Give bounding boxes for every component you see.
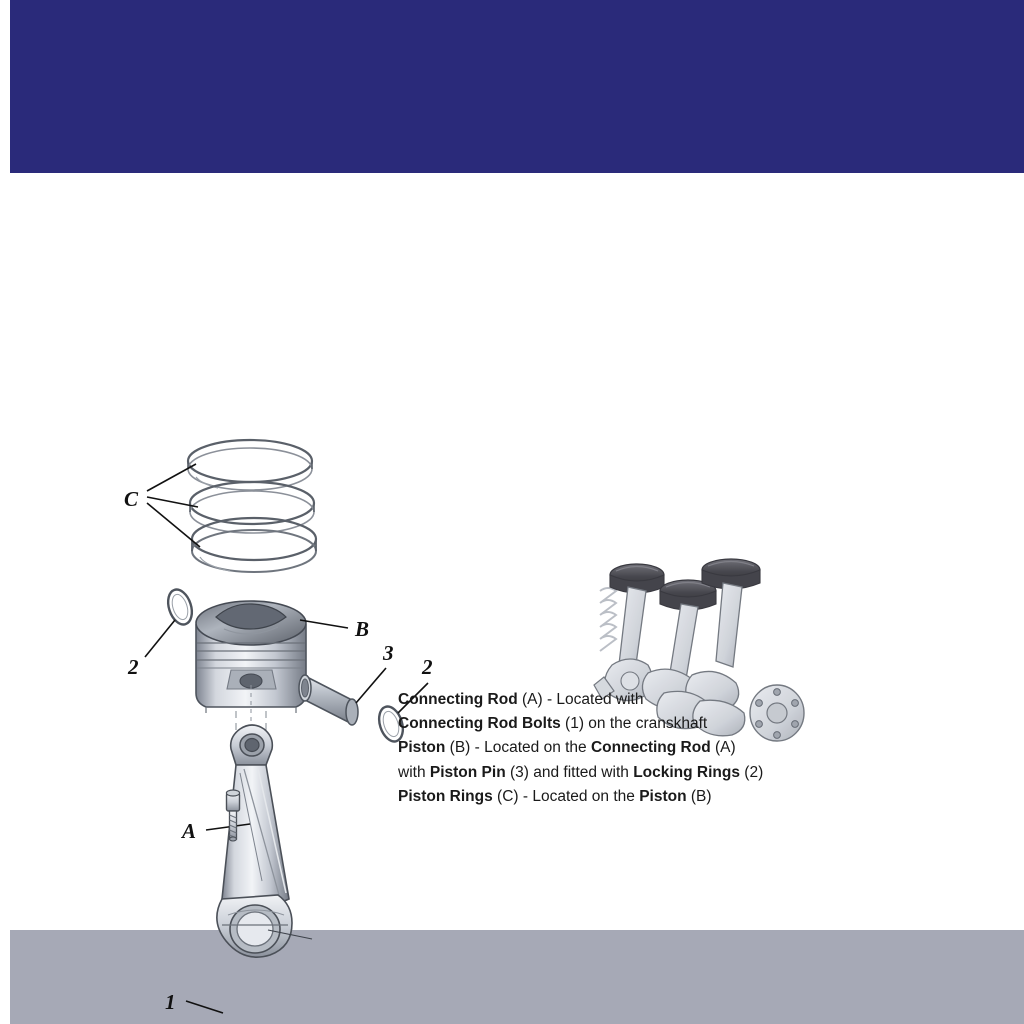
callout-label-A: A — [182, 819, 197, 843]
piston-pin — [299, 675, 358, 725]
caption-text: (1) on the cranskhaft — [560, 715, 708, 733]
callout-C — [124, 464, 200, 547]
callout-label-C: C — [124, 487, 139, 511]
caption-text: (B) - Located on the — [445, 739, 591, 757]
caption-term: Piston — [398, 739, 446, 757]
callout-label-B: B — [355, 617, 370, 641]
callout-label-1: 1 — [165, 990, 176, 1014]
caption-term: Connecting Rod — [398, 691, 518, 708]
caption-text: with — [398, 763, 430, 781]
header-band — [10, 0, 1024, 173]
caption-text: (A) - Located with — [517, 691, 644, 708]
caption-term: Connecting Rod — [590, 739, 711, 757]
caption-term: Connecting Rod Bolts — [398, 715, 561, 733]
caption-text: (C) - Located on the — [492, 787, 640, 805]
caption-line — [398, 688, 868, 712]
spring — [600, 588, 616, 651]
caption-block — [398, 688, 868, 809]
caption-line — [398, 761, 868, 785]
diagram-canvas — [0, 173, 1024, 1014]
caption-term: Locking Rings — [633, 763, 740, 781]
caption-text: (3) and fitted with — [505, 763, 634, 781]
callout-B — [300, 617, 369, 641]
caption-line — [398, 712, 868, 736]
callout-label-3: 3 — [383, 641, 394, 665]
locking-ring-left — [164, 586, 196, 627]
caption-line — [398, 785, 868, 809]
callout-3 — [356, 641, 394, 703]
callout-label-2-left: 2 — [128, 655, 139, 679]
callout-2-left — [127, 620, 175, 679]
caption-term: Piston Rings — [398, 787, 493, 805]
caption-text: (2) — [739, 763, 764, 781]
piston-rings — [188, 440, 316, 572]
caption-line — [398, 736, 868, 760]
callout-label-2-right: 2 — [422, 655, 433, 679]
caption-term: Piston Pin — [429, 763, 506, 781]
caption-term: Piston — [639, 787, 687, 805]
caption-text: (A) — [710, 739, 736, 757]
footer-band — [10, 930, 1024, 1024]
caption-text: (B) — [686, 787, 712, 805]
